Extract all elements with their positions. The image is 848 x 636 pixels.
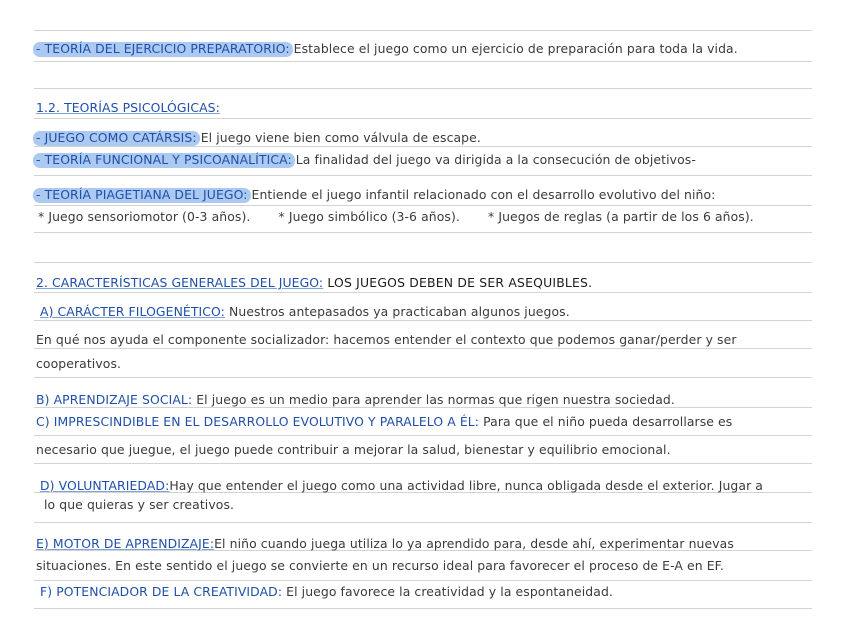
item-d: [40, 478, 763, 493]
ruled-line: [34, 205, 812, 206]
ruled-line: [34, 522, 812, 523]
item-label: A) CARÁCTER FILOGENÉTICO:: [40, 304, 225, 319]
heading-text: 2. CARACTERÍSTICAS GENERALES DEL JUEGO:: [36, 275, 324, 290]
ruled-line: [34, 377, 812, 378]
juego-simbolico: * Juego simbólico (3-6 años).: [278, 209, 460, 224]
line-piagetiana: [36, 187, 715, 202]
item-a-detail-line1: En qué nos ayuda el componente socializador: hacemos entender el contexto que podemos ganar/perder y ser: [36, 332, 737, 347]
juego-sensoriomotor: * Juego sensoriomotor (0-3 años).: [38, 209, 251, 224]
highlight-label: - TEORÍA PIAGETIANA DEL JUEGO:: [36, 187, 248, 202]
juego-reglas: * Juegos de reglas (a partir de los 6 años).: [487, 209, 754, 224]
item-label: D) VOLUNTARIEDAD:: [40, 478, 170, 493]
item-text: El juego favorece la creatividad y la espontaneidad.: [282, 584, 613, 599]
highlight-label: - TEORÍA FUNCIONAL Y PSICOANALÍTICA:: [36, 152, 292, 167]
item-text: El juego es un medio para aprender las normas que rigen nuestra sociedad.: [192, 392, 675, 407]
item-text: Hay que entender el juego como una actividad libre, nunca obligada desde el exterior. Jugar a: [169, 478, 764, 493]
ruled-line: [34, 262, 812, 263]
ruled-line: [34, 232, 812, 233]
ruled-line: [34, 88, 812, 89]
ruled-line: [34, 292, 812, 293]
item-b: [36, 392, 675, 407]
ruled-line: [34, 348, 812, 349]
ruled-line: [34, 608, 812, 609]
ruled-line: [34, 61, 812, 62]
ruled-line: [34, 463, 812, 464]
heading-statement: LOS JUEGOS DEBEN DE SER ASEQUIBLES.: [323, 275, 593, 290]
line-ejercicio-preparatorio: [36, 41, 738, 56]
highlight-label: - TEORÍA DEL EJERCICIO PREPARATORIO:: [36, 41, 290, 56]
item-label: F) POTENCIADOR DE LA CREATIVIDAD:: [40, 584, 283, 599]
item-a: [40, 304, 570, 319]
ruled-line: [34, 146, 812, 147]
line-catarsis: [36, 130, 481, 145]
section-heading-1-2: [36, 100, 220, 115]
line-funcional: [36, 152, 696, 167]
ruled-line: [34, 175, 812, 176]
item-d-continuation: lo que quieras y ser creativos.: [44, 497, 235, 512]
juego-types-row: [38, 209, 754, 224]
body-text: Entiende el juego infantil relacionado con el desarrollo evolutivo del niño:: [247, 187, 716, 202]
ruled-line: [34, 320, 812, 321]
body-text: El juego viene bien como válvula de escape.: [196, 130, 481, 145]
section-heading-2: [36, 275, 592, 290]
ruled-line: [34, 435, 812, 436]
highlight-label: - JUEGO COMO CATÁRSIS:: [36, 130, 197, 145]
item-c: [36, 414, 732, 429]
heading-text: 1.2. TEORÍAS PSICOLÓGICAS:: [36, 100, 220, 115]
item-a-detail-line2: cooperativos.: [36, 356, 122, 371]
ruled-line: [34, 30, 812, 31]
item-label: B) APRENDIZAJE SOCIAL:: [36, 392, 193, 407]
item-text: El niño cuando juega utiliza lo ya aprendido para, desde ahí, experimentar nuevas: [214, 536, 734, 551]
ruled-line: [34, 580, 812, 581]
item-label: E) MOTOR DE APRENDIZAJE:: [36, 536, 215, 551]
item-text: Para que el niño pueda desarrollarse es: [479, 414, 733, 429]
body-text: La finalidad del juego va dirigida a la consecución de objetivos-: [291, 152, 696, 167]
body-text: Establece el juego como un ejercicio de preparación para toda la vida.: [289, 41, 738, 56]
item-f: [40, 584, 613, 599]
item-e: [36, 536, 734, 551]
ruled-line: [34, 118, 812, 119]
item-label: C) IMPRESCINDIBLE EN EL DESARROLLO EVOLUTIVO Y PARALELO A ÉL:: [36, 414, 480, 429]
item-e-continuation: situaciones. En este sentido el juego se convierte en un recurso ideal para favorecer el proceso de E-A en EF.: [36, 558, 724, 573]
item-c-continuation: necesario que juegue, el juego puede contribuir a mejorar la salud, bienestar y equilibrio emocional.: [36, 442, 671, 457]
item-text: Nuestros antepasados ya practicaban algunos juegos.: [224, 304, 570, 319]
ruled-line: [34, 407, 812, 408]
